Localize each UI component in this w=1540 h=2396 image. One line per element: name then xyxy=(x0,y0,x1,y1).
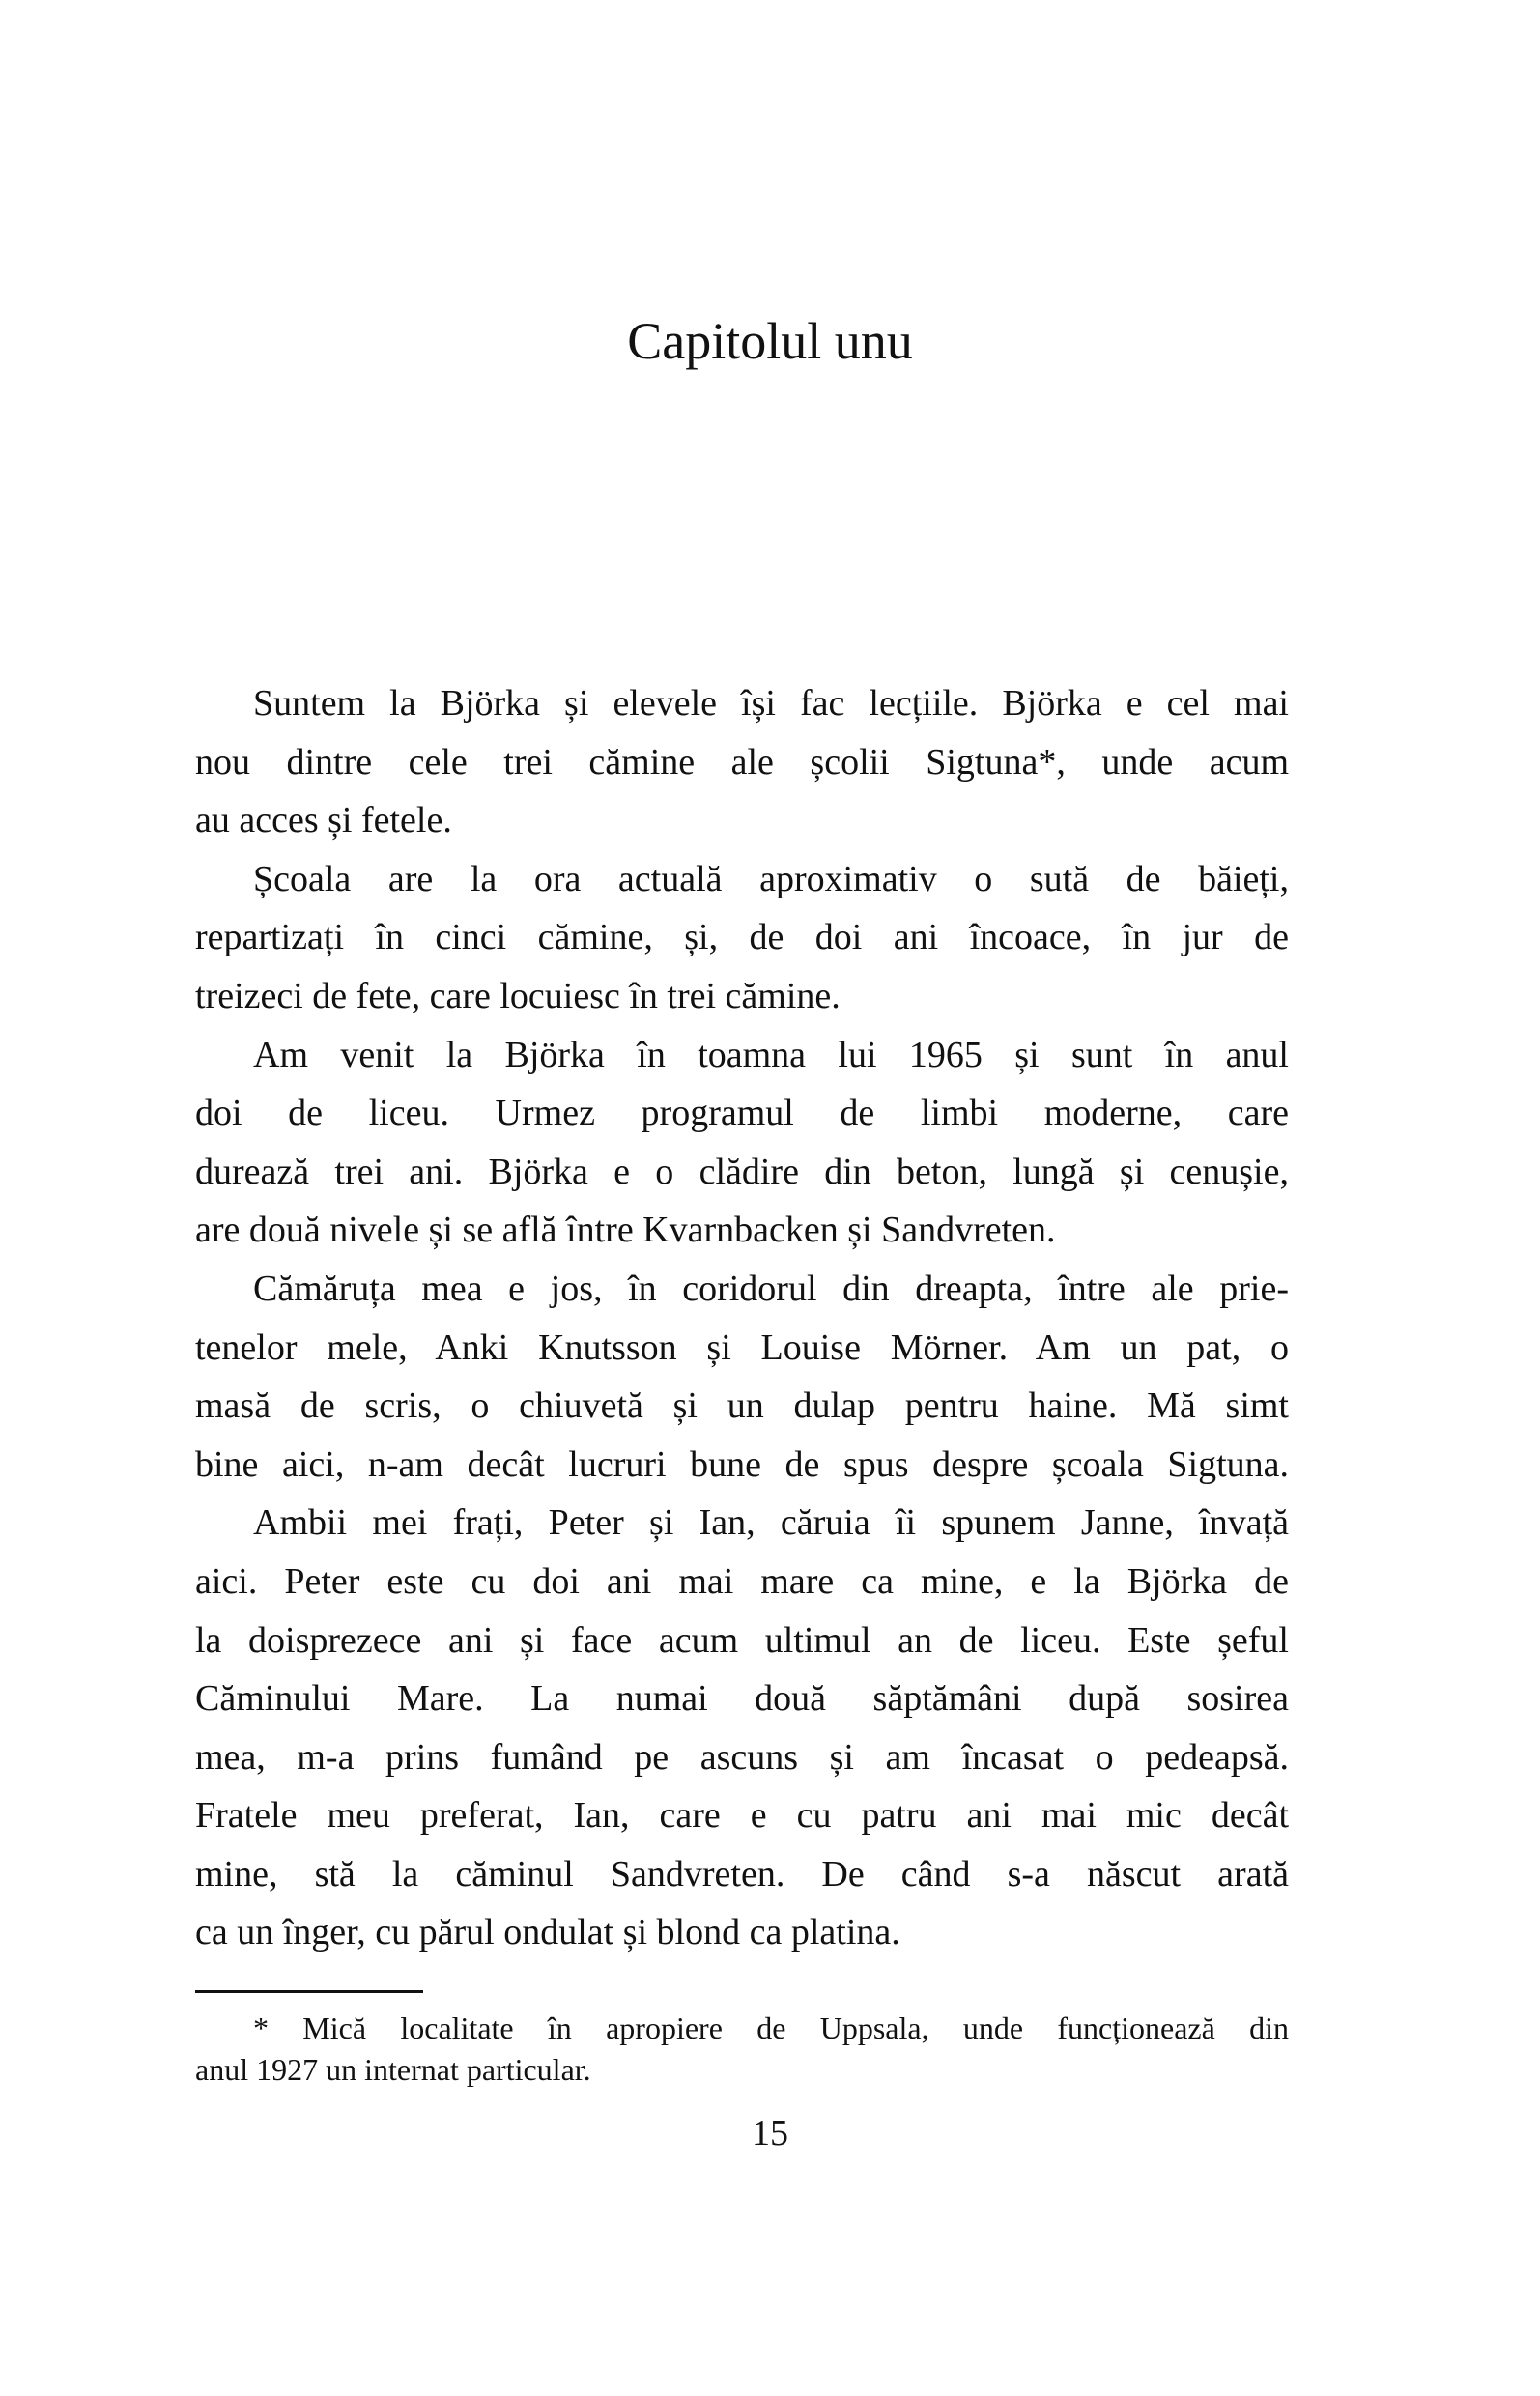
text-line: Am venit la Björka în toamna lui 1965 și sunt în anul xyxy=(253,1034,1289,1075)
text-line: Ambii mei frați, Peter și Ian, căruia îi spunem Janne, învață xyxy=(253,1502,1289,1544)
text-line: Fratele meu preferat, Ian, care e cu patru ani mai mic decât xyxy=(195,1795,1289,1837)
text-line: au acces și fetele. xyxy=(195,800,452,841)
text-line: ca un înger, cu părul ondulat și blond ca platina. xyxy=(195,1912,900,1954)
text-line: Cămăruța mea e jos, în coridorul din dreapta, între ale prie- xyxy=(253,1268,1289,1309)
footnote-line: * Mică localitate în apropiere de Uppsala, unde funcționează din xyxy=(253,2011,1289,2045)
text-line: nou dintre cele trei cămine ale școlii Sigtuna*, unde acum xyxy=(195,741,1289,783)
footnote xyxy=(195,2008,1289,2091)
text-line: are două nivele și se află între Kvarnbacken și Sandvreten. xyxy=(195,1210,1056,1251)
body-text xyxy=(195,674,1289,1962)
text-line: masă de scris, o chiuvetă și un dulap pentru haine. Mă simt xyxy=(195,1385,1289,1427)
text-line: bine aici, n-am decât lucruri bune de spus despre școala Sigtuna. xyxy=(195,1443,1289,1485)
text-line: doi de liceu. Urmez programul de limbi moderne, care xyxy=(195,1093,1289,1134)
text-line: Școala are la ora actuală aproximativ o sută de băieți, xyxy=(253,858,1289,899)
footnote-line: anul 1927 un internat particular. xyxy=(195,2052,591,2087)
text-line: Suntem la Björka și elevele își fac lecțiile. Björka e cel mai xyxy=(253,683,1289,724)
text-line: mine, stă la căminul Sandvreten. De când s-a născut arată xyxy=(195,1853,1289,1895)
text-line: aici. Peter este cu doi ani mai mare ca mine, e la Björka de xyxy=(195,1560,1289,1602)
text-line: Căminului Mare. La numai două săptămâni după sosirea xyxy=(195,1678,1289,1720)
page-number: 15 xyxy=(752,2113,788,2154)
chapter-title: Capitolul unu xyxy=(627,312,913,370)
text-line: la doisprezece ani și face acum ultimul an de liceu. Este șeful xyxy=(195,1619,1289,1661)
footnote-divider xyxy=(195,1990,423,1993)
text-line: mea, m-a prins fumând pe ascuns și am încasat o pedeapsă. xyxy=(195,1736,1289,1778)
text-line: repartizați în cinci cămine, și, de doi ani încoace, în jur de xyxy=(195,917,1289,958)
text-line: treizeci de fete, care locuiesc în trei cămine. xyxy=(195,975,841,1016)
text-line: durează trei ani. Björka e o clădire din beton, lungă și cenușie, xyxy=(195,1151,1289,1192)
text-line: tenelor mele, Anki Knutsson și Louise Mörner. Am un pat, o xyxy=(195,1326,1289,1368)
